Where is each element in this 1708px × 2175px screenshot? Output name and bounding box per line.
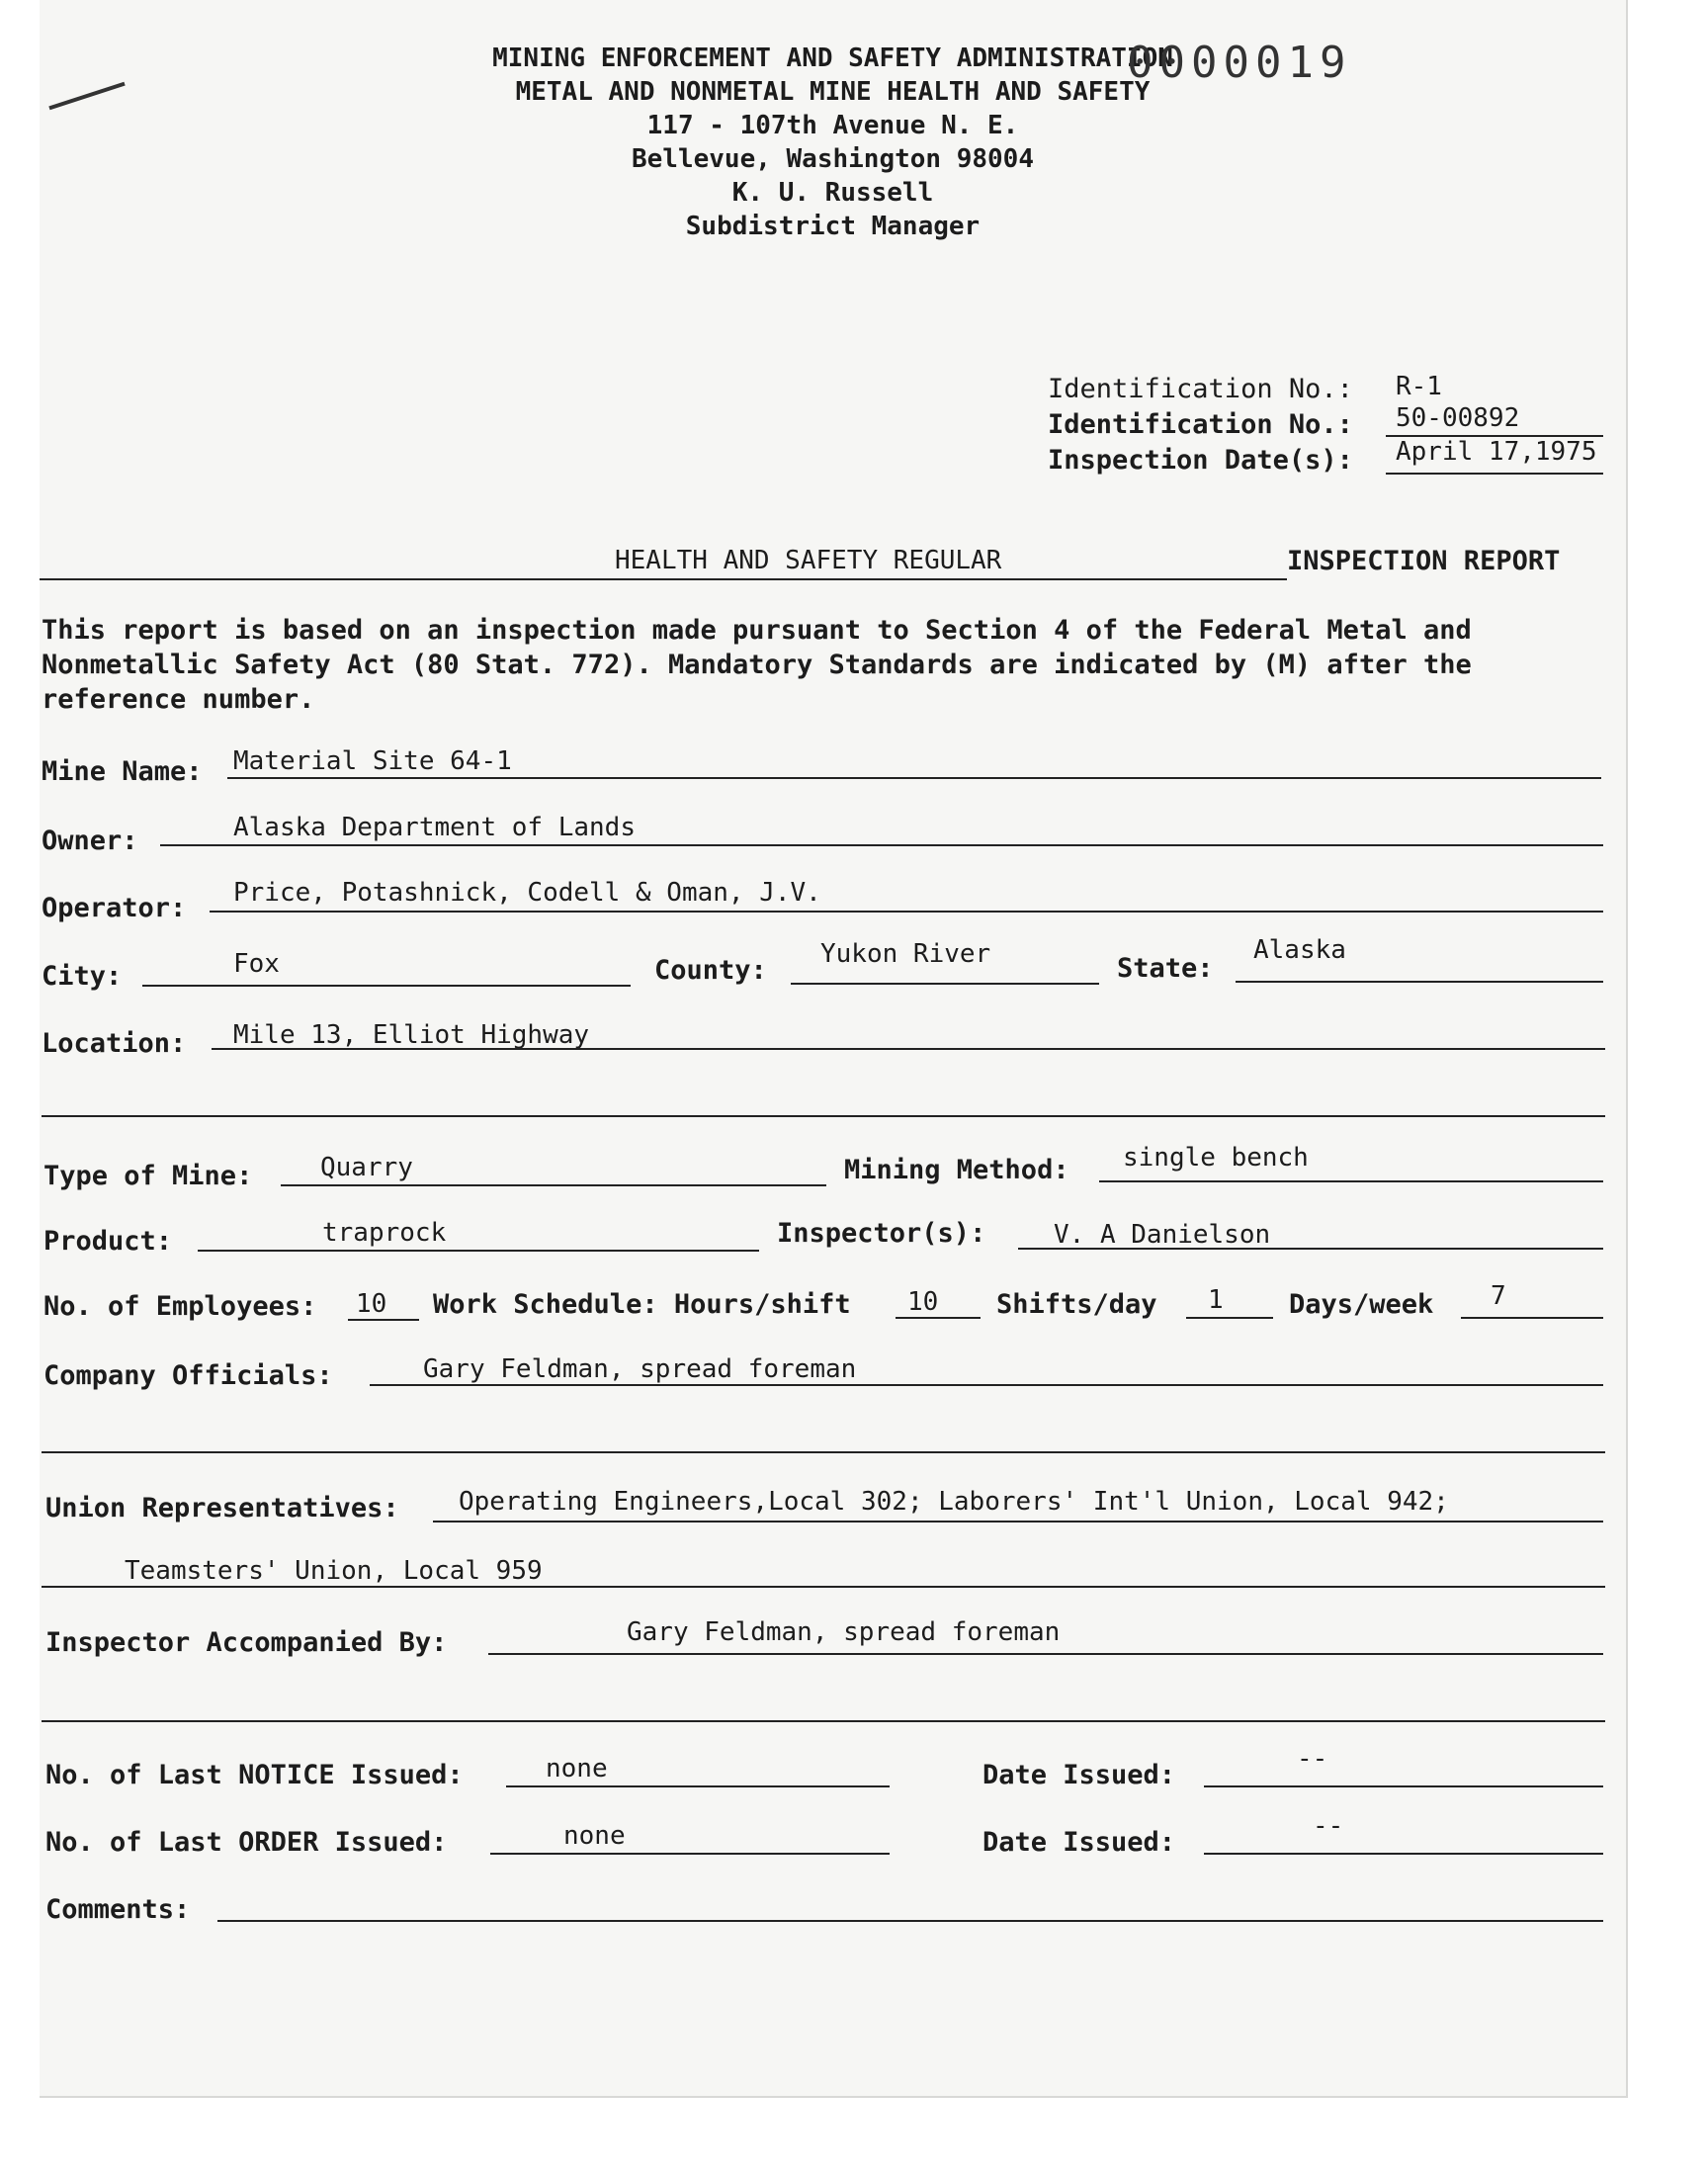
agency-name: MINING ENFORCEMENT AND SAFETY ADMINISTRATION xyxy=(492,44,1173,73)
state-value: Alaska xyxy=(1253,935,1346,965)
company-officials-label: Company Officials: xyxy=(43,1360,333,1391)
last-notice-label: No. of Last NOTICE Issued: xyxy=(45,1760,464,1790)
inspection-date-value: April 17,1975 xyxy=(1396,437,1597,467)
mining-method-label: Mining Method: xyxy=(844,1155,1069,1185)
owner-value: Alaska Department of Lands xyxy=(233,813,636,842)
accompanied-by-value: Gary Feldman, spread foreman xyxy=(627,1617,1061,1647)
identification-label-1: Identification No.: xyxy=(1048,374,1353,404)
manager-name: K. U. Russell xyxy=(731,178,934,208)
report-title: INSPECTION REPORT xyxy=(1287,546,1561,576)
product-label: Product: xyxy=(43,1226,173,1257)
company-officials-value: Gary Feldman, spread foreman xyxy=(423,1354,857,1384)
employees-value: 10 xyxy=(356,1289,387,1319)
location-label: Location: xyxy=(42,1028,187,1059)
shifts-per-day-label: Shifts/day xyxy=(996,1289,1157,1320)
last-order-label: No. of Last ORDER Issued: xyxy=(45,1827,448,1858)
inspection-report-page xyxy=(40,0,1628,2098)
county-label: County: xyxy=(654,955,767,986)
union-reps-label: Union Representatives: xyxy=(45,1493,399,1523)
order-date-value: -- xyxy=(1313,1811,1344,1841)
manager-title: Subdistrict Manager xyxy=(685,212,981,241)
location-value: Mile 13, Elliot Highway xyxy=(233,1020,590,1050)
mining-method-value: single bench xyxy=(1123,1143,1309,1173)
division-name: METAL AND NONMETAL MINE HEALTH AND SAFETY xyxy=(515,77,1151,107)
shifts-per-day-value: 1 xyxy=(1208,1285,1224,1315)
identification-label-2: Identification No.: xyxy=(1048,409,1353,440)
last-order-value: none xyxy=(563,1821,626,1851)
union-reps-value-line1: Operating Engineers,Local 302; Laborers' Int'l Union, Local 942; xyxy=(459,1487,1449,1517)
document-stamp-number: 0000019 xyxy=(1127,38,1352,88)
state-label: State: xyxy=(1117,953,1214,984)
mine-name-label: Mine Name: xyxy=(42,756,203,787)
comments-label: Comments: xyxy=(45,1894,191,1925)
street-address: 117 - 107th Avenue N. E. xyxy=(646,111,1019,140)
notice-date-label: Date Issued: xyxy=(982,1760,1176,1790)
days-per-week-value: 7 xyxy=(1491,1281,1506,1311)
employees-label: No. of Employees: xyxy=(43,1291,317,1322)
county-value: Yukon River xyxy=(820,939,991,969)
city-value: Fox xyxy=(233,949,280,979)
operator-label: Operator: xyxy=(42,893,187,923)
type-of-mine-label: Type of Mine: xyxy=(43,1161,253,1191)
inspection-date-label: Inspection Date(s): xyxy=(1048,445,1353,476)
intro-paragraph: This report is based on an inspection made pursuant to Section 4 of the Federal Metal and Nonmetallic Safety Act (80 Stat. 772). Mandatory Standards are indicated by (M) after the reference number. xyxy=(42,615,1472,715)
order-date-label: Date Issued: xyxy=(982,1827,1176,1858)
owner-label: Owner: xyxy=(42,826,138,856)
city-state: Bellevue, Washington 98004 xyxy=(632,144,1034,174)
identification-value-2: 50-00892 xyxy=(1396,403,1520,433)
union-reps-value-line2: Teamsters' Union, Local 959 xyxy=(125,1556,543,1586)
mine-name-value: Material Site 64-1 xyxy=(233,746,512,776)
hours-per-shift-value: 10 xyxy=(907,1287,939,1317)
identification-value-1: R-1 xyxy=(1396,372,1442,401)
city-label: City: xyxy=(42,961,123,992)
last-notice-value: none xyxy=(546,1754,608,1784)
type-of-mine-value: Quarry xyxy=(320,1153,413,1182)
work-schedule-label: Work Schedule: Hours/shift xyxy=(433,1289,851,1320)
days-per-week-label: Days/week xyxy=(1289,1289,1434,1320)
report-type: HEALTH AND SAFETY REGULAR xyxy=(615,546,1002,575)
inspectors-value: V. A Danielson xyxy=(1054,1220,1271,1250)
notice-date-value: -- xyxy=(1297,1744,1328,1774)
operator-value: Price, Potashnick, Codell & Oman, J.V. xyxy=(233,878,821,908)
product-value: traprock xyxy=(322,1218,447,1248)
inspectors-label: Inspector(s): xyxy=(777,1218,986,1249)
accompanied-by-label: Inspector Accompanied By: xyxy=(45,1627,448,1658)
